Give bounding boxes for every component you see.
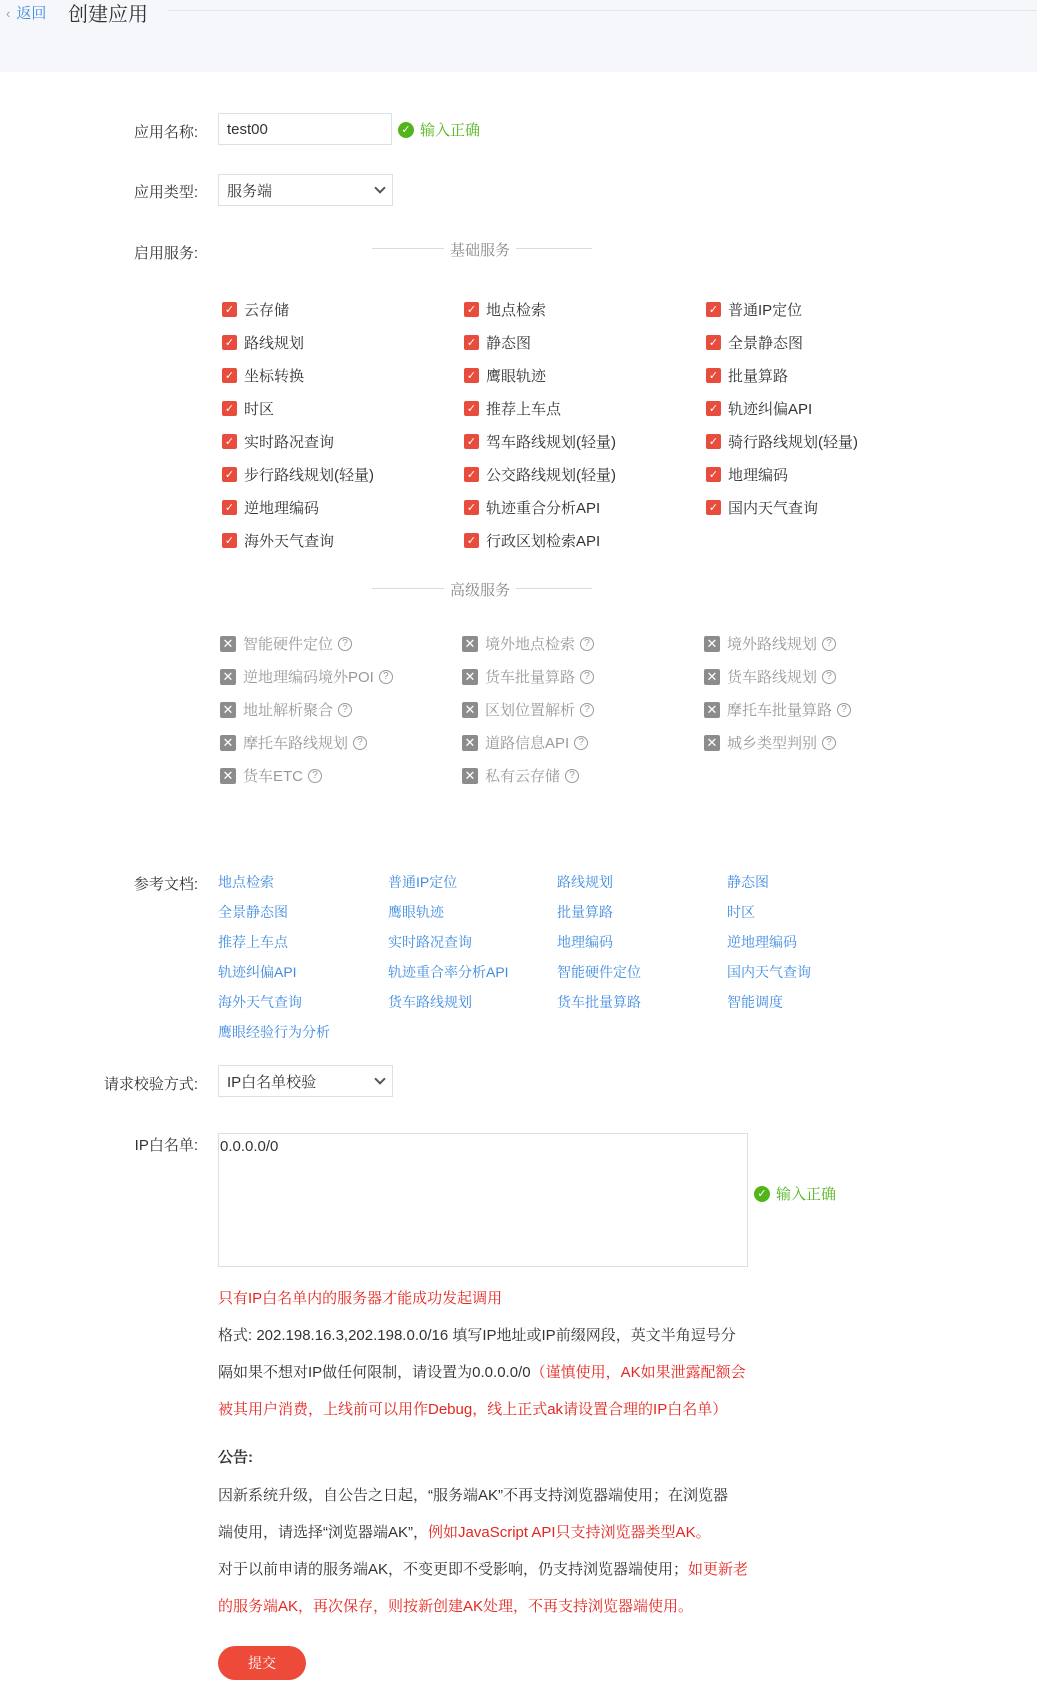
doc-link[interactable]: 地理编码: [557, 934, 613, 950]
checkbox-disabled-icon: ✕: [704, 702, 720, 718]
basic-service-item[interactable]: [222, 398, 274, 419]
advanced-section-title: 高级服务: [444, 579, 516, 600]
checkbox-checked-icon[interactable]: ✓: [222, 401, 237, 416]
basic-service-item[interactable]: [222, 464, 374, 485]
checkbox-disabled-icon: ✕: [462, 636, 478, 652]
advanced-service-label: 货车批量算路: [485, 669, 576, 686]
help-icon[interactable]: ?: [353, 736, 367, 750]
submit-button[interactable]: 提交: [218, 1646, 306, 1680]
basic-service-label: 推荐上车点: [486, 401, 562, 418]
checkbox-checked-icon[interactable]: ✓: [706, 335, 721, 350]
basic-service-item[interactable]: [706, 299, 802, 320]
basic-service-item[interactable]: [222, 365, 304, 386]
checkbox-checked-icon[interactable]: ✓: [464, 533, 479, 548]
basic-service-item[interactable]: [706, 431, 858, 452]
help-icon[interactable]: ?: [379, 670, 393, 684]
basic-service-label: 批量算路: [728, 368, 789, 385]
whitelist-status: [754, 1183, 836, 1204]
basic-section-title: 基础服务: [444, 239, 516, 260]
note-line-3: [218, 1361, 746, 1382]
help-icon[interactable]: ?: [822, 670, 836, 684]
advanced-service-label: 境外路线规划: [727, 636, 818, 653]
doc-link[interactable]: 海外天气查询: [218, 994, 302, 1010]
checkbox-checked-icon[interactable]: ✓: [464, 434, 479, 449]
basic-service-item[interactable]: [706, 332, 803, 353]
basic-service-label: 公交路线规划(轻量): [486, 467, 616, 484]
checkbox-checked-icon[interactable]: ✓: [706, 368, 721, 383]
advanced-service-label: 私有云存储: [485, 768, 561, 785]
help-icon[interactable]: ?: [580, 637, 594, 651]
doc-link[interactable]: 鹰眼轨迹: [388, 904, 444, 920]
doc-link[interactable]: 推荐上车点: [218, 934, 288, 950]
help-icon[interactable]: ?: [822, 736, 836, 750]
doc-link[interactable]: 鹰眼经验行为分析: [218, 1024, 330, 1040]
basic-service-item[interactable]: [464, 530, 600, 551]
app-name-status: [398, 119, 480, 140]
checkbox-checked-icon[interactable]: ✓: [222, 434, 237, 449]
checkbox-disabled-icon: ✕: [220, 636, 236, 652]
advanced-service-item: [704, 732, 836, 753]
checkbox-disabled-icon: ✕: [220, 735, 236, 751]
app-name-input[interactable]: test00: [218, 113, 392, 145]
note-line-4: 被其用户消费，上线前可以用作Debug，线上正式ak请设置合理的IP白名单）: [218, 1401, 728, 1418]
basic-service-label: 地理编码: [728, 467, 789, 484]
basic-service-label: 行政区划检索API: [486, 533, 601, 550]
doc-link[interactable]: 货车批量算路: [557, 994, 641, 1010]
whitelist-status-text: 输入正确: [776, 1186, 837, 1203]
doc-link[interactable]: 时区: [727, 904, 755, 920]
checkbox-checked-icon[interactable]: ✓: [464, 368, 479, 383]
advanced-service-item: [462, 699, 594, 720]
announcement-line-4: 的服务端AK，再次保存，则按新创建AK处理，不再支持浏览器端使用。: [218, 1598, 694, 1615]
doc-link[interactable]: 批量算路: [557, 904, 613, 920]
checkbox-checked-icon[interactable]: ✓: [464, 467, 479, 482]
checkbox-disabled-icon: ✕: [220, 669, 236, 685]
checkbox-disabled-icon: ✕: [462, 735, 478, 751]
basic-service-label: 静态图: [486, 335, 532, 352]
note-line-3-dark: 隔如果不想对IP做任何限制，请设置为0.0.0.0/0: [218, 1364, 531, 1381]
announcement-line-3: [218, 1558, 748, 1579]
basic-service-label: 驾车路线规划(轻量): [486, 434, 616, 451]
app-type-value: 服务端: [227, 182, 273, 200]
app-name-label: 应用名称:: [133, 124, 198, 141]
top-bar: [0, 0, 1037, 72]
basic-service-label: 逆地理编码: [244, 500, 320, 517]
announcement-line-2-red: 例如JavaScript API只支持浏览器类型AK。: [428, 1524, 711, 1541]
advanced-service-item: [220, 666, 393, 687]
basic-service-label: 轨迹纠偏API: [728, 401, 813, 418]
title-divider: [168, 10, 1037, 11]
checkbox-checked-icon[interactable]: ✓: [464, 335, 479, 350]
basic-service-label: 云存储: [244, 302, 290, 319]
checkbox-checked-icon[interactable]: ✓: [464, 302, 479, 317]
announcement-line-3-dark: 对于以前申请的服务端AK，不变更即不受影响，仍支持浏览器端使用；: [218, 1561, 689, 1578]
checkbox-checked-icon[interactable]: ✓: [706, 467, 721, 482]
basic-service-item[interactable]: [222, 332, 304, 353]
advanced-service-label: 摩托车批量算路: [727, 702, 833, 719]
advanced-service-item: [462, 633, 594, 654]
checkbox-disabled-icon: ✕: [704, 735, 720, 751]
advanced-service-label: 区划位置解析: [485, 702, 576, 719]
announcement-line-2: [218, 1521, 711, 1542]
advanced-service-label: 境外地点检索: [485, 636, 576, 653]
basic-service-item[interactable]: [222, 299, 289, 320]
doc-link[interactable]: 轨迹纠偏API: [218, 964, 297, 980]
doc-link[interactable]: 轨迹重合率分析API: [388, 964, 509, 980]
basic-service-item[interactable]: [464, 431, 616, 452]
basic-service-label: 全景静态图: [728, 335, 804, 352]
announcement-line-1: 因新系统升级，自公告之日起，“服务端AK”不再支持浏览器端使用；在浏览器: [218, 1487, 729, 1504]
advanced-service-label: 逆地理编码境外POI: [243, 669, 374, 686]
checkbox-checked-icon[interactable]: ✓: [706, 302, 721, 317]
page-title: 创建应用: [68, 4, 148, 26]
doc-link[interactable]: 智能调度: [727, 994, 783, 1010]
basic-service-item[interactable]: [222, 497, 319, 518]
basic-service-item[interactable]: [464, 365, 546, 386]
note-line-3-red: （谨慎使用，AK如果泄露配额会: [530, 1364, 746, 1381]
basic-service-item[interactable]: [706, 365, 788, 386]
basic-service-label: 海外天气查询: [244, 533, 335, 550]
basic-service-item[interactable]: [464, 332, 531, 353]
advanced-service-item: [462, 666, 594, 687]
advanced-service-label: 货车ETC: [243, 768, 304, 785]
advanced-service-item: [704, 633, 836, 654]
basic-service-label: 时区: [244, 401, 275, 418]
check-circle-icon: ✓: [754, 1186, 770, 1202]
basic-service-label: 路线规划: [244, 335, 305, 352]
basic-service-item[interactable]: [706, 497, 818, 518]
checkbox-checked-icon[interactable]: ✓: [222, 368, 237, 383]
doc-link[interactable]: 全景静态图: [218, 904, 288, 920]
whitelist-label: IP白名单:: [134, 1137, 198, 1154]
docs-label: 参考文档:: [133, 876, 198, 893]
basic-service-label: 实时路况查询: [244, 434, 335, 451]
doc-link[interactable]: 逆地理编码: [727, 934, 797, 950]
chevron-down-icon: [374, 1073, 385, 1084]
help-icon[interactable]: ?: [580, 703, 594, 717]
back-link[interactable]: [6, 2, 46, 23]
basic-service-item[interactable]: [464, 299, 546, 320]
basic-service-label: 鹰眼轨迹: [486, 368, 547, 385]
doc-link[interactable]: 地点检索: [218, 874, 274, 890]
advanced-service-label: 智能硬件定位: [243, 636, 334, 653]
advanced-service-item: [462, 732, 588, 753]
doc-link[interactable]: 静态图: [727, 874, 769, 890]
doc-link[interactable]: 国内天气查询: [727, 964, 811, 980]
verify-label: 请求校验方式:: [103, 1076, 198, 1093]
app-type-label: 应用类型:: [133, 184, 198, 201]
advanced-service-label: 摩托车路线规划: [243, 735, 349, 752]
basic-service-item[interactable]: [222, 530, 334, 551]
help-icon[interactable]: ?: [338, 703, 352, 717]
doc-link[interactable]: 货车路线规划: [388, 994, 472, 1010]
advanced-service-item: [704, 699, 851, 720]
checkbox-disabled-icon: ✕: [220, 768, 236, 784]
note-line-1: 只有IP白名单内的服务器才能成功发起调用: [218, 1290, 503, 1307]
basic-service-label: 轨迹重合分析API: [486, 500, 601, 517]
basic-service-item[interactable]: [706, 464, 788, 485]
announcement-line-2-dark: 端使用，请选择“浏览器端AK”，: [218, 1524, 429, 1541]
doc-link[interactable]: 实时路况查询: [388, 934, 472, 950]
checkbox-checked-icon[interactable]: ✓: [706, 500, 721, 515]
checkbox-checked-icon[interactable]: ✓: [706, 401, 721, 416]
basic-service-label: 步行路线规划(轻量): [244, 467, 374, 484]
checkbox-checked-icon[interactable]: ✓: [222, 302, 237, 317]
note-line-2: 格式: 202.198.16.3,202.198.0.0/16 填写IP地址或IP前缀网段，英文半角逗号分: [218, 1327, 736, 1344]
basic-service-label: 普通IP定位: [728, 302, 803, 319]
help-icon[interactable]: ?: [574, 736, 588, 750]
checkbox-checked-icon[interactable]: ✓: [222, 335, 237, 350]
whitelist-textarea[interactable]: 0.0.0.0/0: [218, 1133, 748, 1267]
basic-service-item[interactable]: [706, 398, 812, 419]
app-type-select[interactable]: [218, 174, 393, 206]
checkbox-disabled-icon: ✕: [462, 768, 478, 784]
chevron-down-icon: [374, 182, 385, 193]
chevron-left-icon: ‹: [6, 6, 11, 21]
advanced-service-item: [220, 732, 367, 753]
checkbox-disabled-icon: ✕: [704, 636, 720, 652]
advanced-service-label: 地址解析聚合: [243, 702, 334, 719]
checkbox-checked-icon[interactable]: ✓: [222, 533, 237, 548]
services-label: 启用服务:: [133, 245, 198, 262]
help-icon[interactable]: ?: [565, 769, 579, 783]
advanced-service-item: [462, 765, 579, 786]
doc-link[interactable]: 普通IP定位: [388, 874, 458, 890]
checkbox-checked-icon[interactable]: ✓: [222, 500, 237, 515]
doc-link[interactable]: 路线规划: [557, 874, 613, 890]
help-icon[interactable]: ?: [822, 637, 836, 651]
checkbox-checked-icon[interactable]: ✓: [222, 467, 237, 482]
announcement-line-3-red: 如更新老: [688, 1561, 749, 1578]
verify-select[interactable]: [218, 1065, 393, 1097]
advanced-service-item: [220, 633, 352, 654]
announcement-title: 公告:: [218, 1449, 253, 1466]
advanced-service-label: 货车路线规划: [727, 669, 818, 686]
basic-service-label: 坐标转换: [244, 368, 305, 385]
advanced-service-item: [704, 666, 836, 687]
checkbox-disabled-icon: ✕: [704, 669, 720, 685]
checkbox-disabled-icon: ✕: [220, 702, 236, 718]
basic-service-label: 国内天气查询: [728, 500, 819, 517]
help-icon[interactable]: ?: [580, 670, 594, 684]
checkbox-checked-icon[interactable]: ✓: [706, 434, 721, 449]
checkbox-checked-icon[interactable]: ✓: [464, 401, 479, 416]
help-icon[interactable]: ?: [308, 769, 322, 783]
back-label: 返回: [16, 5, 47, 22]
basic-service-item[interactable]: [464, 464, 616, 485]
checkbox-disabled-icon: ✕: [462, 669, 478, 685]
basic-service-label: 骑行路线规划(轻量): [728, 434, 858, 451]
doc-link[interactable]: 智能硬件定位: [557, 964, 641, 980]
verify-value: IP白名单校验: [227, 1073, 317, 1091]
basic-service-label: 地点检索: [486, 302, 547, 319]
help-icon[interactable]: ?: [338, 637, 352, 651]
basic-service-item[interactable]: [464, 497, 600, 518]
basic-service-item[interactable]: [464, 398, 561, 419]
advanced-service-item: [220, 699, 352, 720]
basic-service-item[interactable]: [222, 431, 334, 452]
advanced-service-item: [220, 765, 322, 786]
advanced-service-label: 城乡类型判别: [727, 735, 818, 752]
checkbox-checked-icon[interactable]: ✓: [464, 500, 479, 515]
advanced-service-label: 道路信息API: [485, 735, 570, 752]
app-name-status-text: 输入正确: [420, 122, 481, 139]
check-circle-icon: ✓: [398, 122, 414, 138]
help-icon[interactable]: ?: [837, 703, 851, 717]
checkbox-disabled-icon: ✕: [462, 702, 478, 718]
